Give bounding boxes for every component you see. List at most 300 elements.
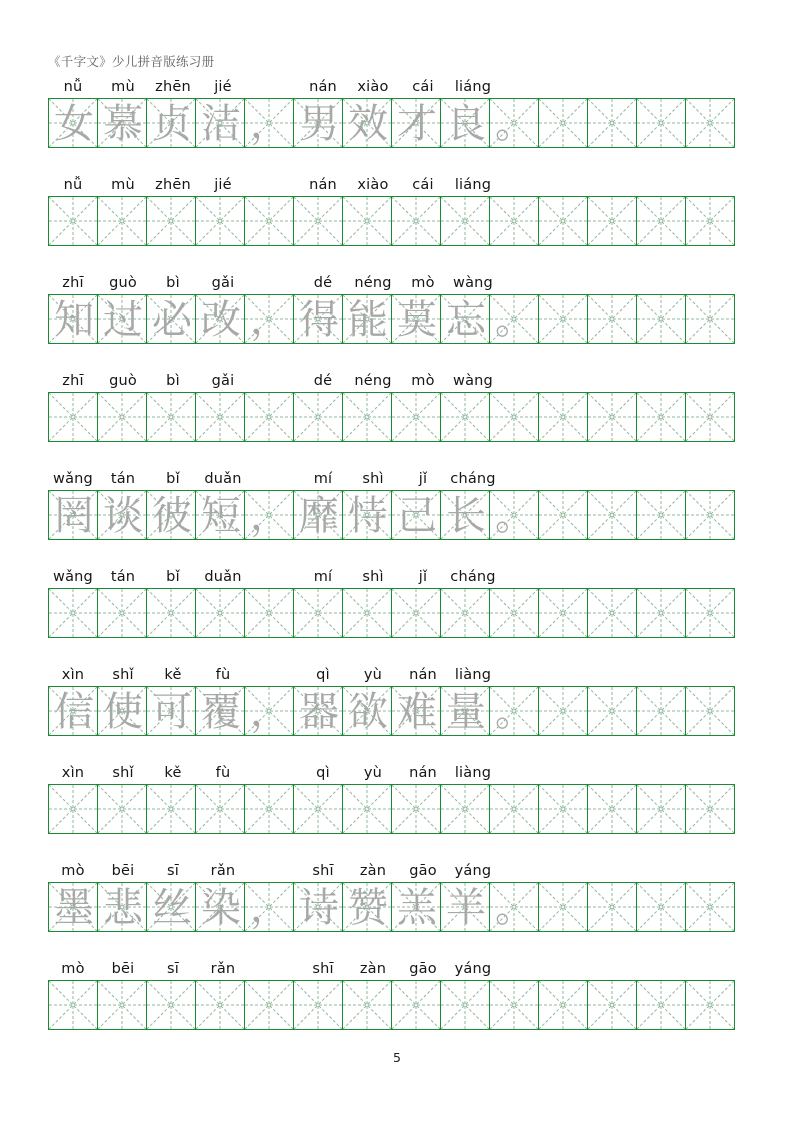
character-cell[interactable] — [293, 882, 343, 932]
character-cell[interactable] — [391, 294, 441, 344]
character-cell[interactable] — [391, 196, 441, 246]
character-cell[interactable] — [146, 980, 196, 1030]
character-cell[interactable] — [342, 980, 392, 1030]
character-cell[interactable] — [489, 98, 539, 148]
character-cell[interactable] — [489, 294, 539, 344]
character-cell[interactable] — [636, 196, 686, 246]
pinyin-label: liáng — [454, 177, 492, 193]
character-cell[interactable] — [685, 196, 735, 246]
pinyin-label — [548, 174, 598, 196]
character-cell[interactable] — [587, 294, 637, 344]
traced-character — [490, 393, 539, 442]
character-cell[interactable] — [685, 784, 735, 834]
character-cell[interactable] — [342, 882, 392, 932]
character-cell[interactable] — [244, 98, 294, 148]
character-cell[interactable] — [342, 392, 392, 442]
character-cell[interactable] — [195, 882, 245, 932]
traced-character: 能 — [348, 297, 388, 343]
pinyin-label: jié — [214, 79, 232, 95]
pinyin-label — [548, 762, 598, 784]
pinyin-label: sī — [167, 863, 179, 879]
character-cell[interactable] — [587, 980, 637, 1030]
pinyin-label — [498, 566, 548, 588]
row-spacer — [48, 640, 746, 664]
character-cell[interactable] — [48, 882, 98, 932]
pinyin-row — [48, 762, 746, 784]
pinyin-label — [648, 664, 698, 686]
character-cell[interactable] — [97, 294, 147, 344]
character-cell[interactable] — [440, 98, 490, 148]
pinyin-label: guò — [109, 373, 137, 389]
traced-character — [49, 589, 98, 638]
pinyin-label — [648, 370, 698, 392]
pinyin-label: xiào — [357, 177, 389, 193]
character-cell[interactable] — [48, 294, 98, 344]
practice-line — [48, 860, 746, 958]
pinyin-label — [498, 272, 548, 294]
blank-grid-row — [48, 588, 748, 638]
character-cell[interactable] — [244, 784, 294, 834]
character-cell[interactable] — [195, 784, 245, 834]
character-cell[interactable] — [293, 490, 343, 540]
character-cell[interactable] — [538, 392, 588, 442]
pinyin-label: zhī — [62, 373, 84, 389]
character-cell[interactable] — [97, 882, 147, 932]
character-cell[interactable] — [538, 294, 588, 344]
character-cell[interactable] — [342, 686, 392, 736]
traced-grid-row — [48, 882, 748, 932]
pinyin-label: xìn — [61, 765, 85, 781]
practice-line — [48, 272, 746, 370]
traced-character: 。 — [495, 689, 535, 735]
pinyin-label: mí — [313, 471, 333, 487]
character-cell[interactable] — [685, 294, 735, 344]
character-cell[interactable] — [342, 294, 392, 344]
traced-character — [637, 589, 686, 638]
pinyin-label — [498, 860, 548, 882]
character-cell[interactable] — [391, 784, 441, 834]
character-cell[interactable] — [293, 588, 343, 638]
character-cell[interactable] — [636, 980, 686, 1030]
pinyin-label: yáng — [454, 863, 492, 879]
pinyin-label — [598, 566, 648, 588]
pinyin-label: yáng — [454, 961, 492, 977]
character-cell[interactable] — [293, 294, 343, 344]
traced-character — [441, 981, 490, 1030]
pinyin-label: néng — [354, 275, 392, 291]
character-cell[interactable] — [293, 196, 343, 246]
pinyin-row — [48, 860, 746, 882]
pinyin-label — [648, 860, 698, 882]
character-cell[interactable] — [146, 882, 196, 932]
traced-character — [686, 491, 735, 540]
traced-character — [294, 785, 343, 834]
character-cell[interactable] — [146, 98, 196, 148]
traced-character — [637, 785, 686, 834]
pinyin-label — [648, 272, 698, 294]
character-cell[interactable] — [489, 784, 539, 834]
traced-character: ， — [250, 885, 290, 931]
pinyin-label — [598, 370, 648, 392]
character-cell[interactable] — [146, 294, 196, 344]
traced-character — [588, 295, 637, 344]
traced-character: 知 — [54, 297, 94, 343]
character-cell[interactable] — [636, 98, 686, 148]
character-cell[interactable] — [146, 784, 196, 834]
traced-character — [588, 393, 637, 442]
character-cell[interactable] — [538, 686, 588, 736]
traced-character: 男 — [299, 101, 339, 147]
traced-grid-row — [48, 490, 748, 540]
character-cell[interactable] — [587, 686, 637, 736]
character-cell[interactable] — [538, 490, 588, 540]
character-cell[interactable] — [587, 98, 637, 148]
traced-character: 可 — [152, 689, 192, 735]
traced-grid-row — [48, 294, 748, 344]
character-cell[interactable] — [97, 784, 147, 834]
character-cell[interactable] — [48, 98, 98, 148]
character-cell[interactable] — [391, 392, 441, 442]
character-cell[interactable] — [587, 784, 637, 834]
pinyin-label — [498, 762, 548, 784]
character-cell[interactable] — [440, 980, 490, 1030]
pinyin-label — [548, 76, 598, 98]
pinyin-label: mò — [61, 961, 85, 977]
character-cell[interactable] — [293, 98, 343, 148]
pinyin-label: zhī — [62, 275, 84, 291]
character-cell[interactable] — [538, 98, 588, 148]
traced-character — [686, 99, 735, 148]
character-cell[interactable] — [48, 392, 98, 442]
traced-character — [539, 197, 588, 246]
character-cell[interactable] — [342, 490, 392, 540]
character-cell[interactable] — [244, 294, 294, 344]
traced-character: 。 — [495, 297, 535, 343]
character-cell[interactable] — [97, 686, 147, 736]
character-cell[interactable] — [685, 98, 735, 148]
pinyin-label: wǎng — [53, 569, 93, 585]
pinyin-label: gāo — [409, 863, 437, 879]
traced-character — [147, 589, 196, 638]
character-cell[interactable] — [244, 686, 294, 736]
traced-character — [539, 883, 588, 932]
pinyin-label — [498, 664, 548, 686]
pinyin-label: yù — [363, 667, 383, 683]
practice-line — [48, 174, 746, 272]
pinyin-label: xìn — [61, 667, 85, 683]
traced-character — [637, 99, 686, 148]
blank-grid-row — [48, 196, 748, 246]
traced-grid-row — [48, 686, 748, 736]
pinyin-label: zàn — [359, 961, 387, 977]
traced-character: 必 — [152, 297, 192, 343]
traced-character — [588, 99, 637, 148]
pinyin-label: wàng — [453, 373, 493, 389]
pinyin-row — [48, 272, 746, 294]
character-cell[interactable] — [244, 392, 294, 442]
character-cell[interactable] — [538, 784, 588, 834]
traced-character — [147, 393, 196, 442]
practice-line — [48, 664, 746, 762]
traced-character: 改 — [201, 297, 241, 343]
pinyin-label — [498, 370, 548, 392]
traced-character — [686, 687, 735, 736]
traced-character — [392, 589, 441, 638]
character-cell[interactable] — [146, 392, 196, 442]
pinyin-label — [698, 958, 748, 980]
pinyin-label — [598, 272, 648, 294]
character-cell[interactable] — [587, 392, 637, 442]
character-cell[interactable] — [97, 196, 147, 246]
pinyin-label — [598, 958, 648, 980]
traced-character — [98, 981, 147, 1030]
row-spacer — [48, 346, 746, 370]
pinyin-label — [598, 860, 648, 882]
character-cell[interactable] — [48, 784, 98, 834]
pinyin-label — [698, 468, 748, 490]
character-cell[interactable] — [342, 588, 392, 638]
character-cell[interactable] — [97, 98, 147, 148]
character-cell[interactable] — [685, 588, 735, 638]
character-cell[interactable] — [293, 686, 343, 736]
traced-character — [490, 981, 539, 1030]
character-cell[interactable] — [97, 588, 147, 638]
character-cell[interactable] — [440, 294, 490, 344]
character-cell[interactable] — [244, 490, 294, 540]
pinyin-label — [248, 272, 298, 294]
traced-character: 彼 — [152, 493, 192, 539]
pinyin-label: bēi — [111, 961, 135, 977]
character-cell[interactable] — [244, 980, 294, 1030]
traced-character — [343, 785, 392, 834]
character-cell[interactable] — [489, 196, 539, 246]
character-cell[interactable] — [244, 882, 294, 932]
character-cell[interactable] — [342, 784, 392, 834]
traced-character: 恃 — [348, 493, 388, 539]
pinyin-label: nǚ — [63, 79, 83, 95]
row-spacer — [48, 444, 746, 468]
pinyin-label: jǐ — [418, 569, 428, 585]
pinyin-label: nán — [309, 177, 337, 193]
traced-character: ， — [250, 101, 290, 147]
traced-character — [98, 197, 147, 246]
pinyin-label — [548, 664, 598, 686]
pinyin-row — [48, 566, 746, 588]
traced-character — [294, 589, 343, 638]
character-cell[interactable] — [685, 686, 735, 736]
character-cell[interactable] — [195, 980, 245, 1030]
pinyin-label: wǎng — [53, 471, 93, 487]
character-cell[interactable] — [685, 882, 735, 932]
traced-character — [539, 393, 588, 442]
character-cell[interactable] — [636, 588, 686, 638]
character-cell[interactable] — [440, 882, 490, 932]
row-spacer — [48, 150, 746, 174]
character-cell[interactable] — [440, 490, 490, 540]
character-cell[interactable] — [587, 490, 637, 540]
character-cell[interactable] — [293, 980, 343, 1030]
character-cell[interactable] — [195, 686, 245, 736]
character-cell[interactable] — [195, 196, 245, 246]
pinyin-label: bǐ — [166, 471, 180, 487]
pinyin-label: jié — [214, 177, 232, 193]
character-cell[interactable] — [146, 686, 196, 736]
pinyin-row — [48, 664, 746, 686]
pinyin-label — [498, 174, 548, 196]
traced-character: 悲 — [103, 885, 143, 931]
pinyin-label — [598, 664, 648, 686]
pinyin-label: zàn — [359, 863, 387, 879]
pinyin-label: shī — [312, 961, 334, 977]
pinyin-label: jǐ — [418, 471, 428, 487]
blank-grid-row — [48, 392, 748, 442]
pinyin-label: duǎn — [204, 471, 242, 487]
character-cell[interactable] — [391, 686, 441, 736]
character-cell[interactable] — [293, 784, 343, 834]
traced-character — [588, 785, 637, 834]
traced-character — [637, 393, 686, 442]
character-cell[interactable] — [685, 490, 735, 540]
traced-character: 赞 — [348, 885, 388, 931]
traced-character — [588, 981, 637, 1030]
traced-character — [637, 687, 686, 736]
character-cell[interactable] — [146, 588, 196, 638]
traced-character — [294, 197, 343, 246]
traced-character — [147, 197, 196, 246]
character-cell[interactable] — [391, 882, 441, 932]
traced-character — [441, 589, 490, 638]
pinyin-label — [648, 762, 698, 784]
traced-character — [490, 589, 539, 638]
character-cell[interactable] — [195, 392, 245, 442]
traced-character — [196, 589, 245, 638]
pinyin-label: nán — [409, 667, 437, 683]
traced-character — [686, 981, 735, 1030]
character-cell[interactable] — [440, 196, 490, 246]
traced-character — [392, 785, 441, 834]
character-cell[interactable] — [538, 980, 588, 1030]
character-cell[interactable] — [636, 784, 686, 834]
character-cell[interactable] — [48, 980, 98, 1030]
pinyin-label: shī — [312, 863, 334, 879]
character-cell[interactable] — [293, 392, 343, 442]
character-cell[interactable] — [146, 196, 196, 246]
traced-character: 己 — [397, 493, 437, 539]
character-cell[interactable] — [636, 686, 686, 736]
character-cell[interactable] — [587, 882, 637, 932]
character-cell[interactable] — [391, 98, 441, 148]
character-cell[interactable] — [489, 686, 539, 736]
traced-character: 羔 — [397, 885, 437, 931]
pinyin-label — [248, 370, 298, 392]
character-cell[interactable] — [587, 588, 637, 638]
character-cell[interactable] — [440, 686, 490, 736]
pinyin-label — [548, 958, 598, 980]
character-cell[interactable] — [636, 392, 686, 442]
character-cell[interactable] — [391, 490, 441, 540]
traced-character — [686, 295, 735, 344]
traced-character — [49, 393, 98, 442]
pinyin-label — [698, 762, 748, 784]
character-cell[interactable] — [489, 490, 539, 540]
pinyin-label: bǐ — [166, 569, 180, 585]
character-cell[interactable] — [538, 588, 588, 638]
character-cell[interactable] — [195, 294, 245, 344]
pinyin-label — [548, 370, 598, 392]
character-cell[interactable] — [489, 882, 539, 932]
pinyin-row — [48, 76, 746, 98]
traced-character: 。 — [495, 101, 535, 147]
character-cell[interactable] — [342, 98, 392, 148]
character-cell[interactable] — [48, 196, 98, 246]
character-cell[interactable] — [342, 196, 392, 246]
traced-character — [392, 197, 441, 246]
character-cell[interactable] — [685, 980, 735, 1030]
character-cell[interactable] — [48, 686, 98, 736]
character-cell[interactable] — [538, 196, 588, 246]
character-cell[interactable] — [440, 392, 490, 442]
traced-character — [539, 99, 588, 148]
row-spacer — [48, 542, 746, 566]
character-cell[interactable] — [489, 980, 539, 1030]
pinyin-label — [698, 860, 748, 882]
character-cell[interactable] — [391, 588, 441, 638]
traced-character — [196, 785, 245, 834]
pinyin-label: cháng — [450, 569, 496, 585]
character-cell[interactable] — [440, 784, 490, 834]
character-cell[interactable] — [48, 490, 98, 540]
pinyin-label: gǎi — [211, 373, 235, 389]
pinyin-label: liáng — [454, 79, 492, 95]
character-cell[interactable] — [195, 98, 245, 148]
pinyin-label — [698, 566, 748, 588]
traced-character — [294, 393, 343, 442]
character-cell[interactable] — [97, 392, 147, 442]
traced-character — [539, 589, 588, 638]
character-cell[interactable] — [636, 490, 686, 540]
traced-character: 信 — [54, 689, 94, 735]
character-cell[interactable] — [636, 294, 686, 344]
character-cell[interactable] — [195, 588, 245, 638]
character-cell[interactable] — [146, 490, 196, 540]
pinyin-label — [598, 762, 648, 784]
character-cell[interactable] — [244, 588, 294, 638]
pinyin-label — [248, 174, 298, 196]
character-cell[interactable] — [685, 392, 735, 442]
traced-character: 短 — [201, 493, 241, 539]
character-cell[interactable] — [440, 588, 490, 638]
character-cell[interactable] — [587, 196, 637, 246]
character-cell[interactable] — [97, 490, 147, 540]
character-cell[interactable] — [391, 980, 441, 1030]
traced-character — [343, 589, 392, 638]
character-cell[interactable] — [48, 588, 98, 638]
character-cell[interactable] — [489, 588, 539, 638]
character-cell[interactable] — [97, 980, 147, 1030]
row-spacer — [48, 248, 746, 272]
traced-character — [637, 295, 686, 344]
traced-character — [588, 589, 637, 638]
character-cell[interactable] — [538, 882, 588, 932]
traced-character — [98, 785, 147, 834]
pinyin-label: dé — [313, 373, 333, 389]
character-cell[interactable] — [636, 882, 686, 932]
character-cell[interactable] — [195, 490, 245, 540]
character-cell[interactable] — [489, 392, 539, 442]
traced-character: ， — [250, 689, 290, 735]
character-cell[interactable] — [244, 196, 294, 246]
pinyin-label: shǐ — [112, 765, 134, 781]
